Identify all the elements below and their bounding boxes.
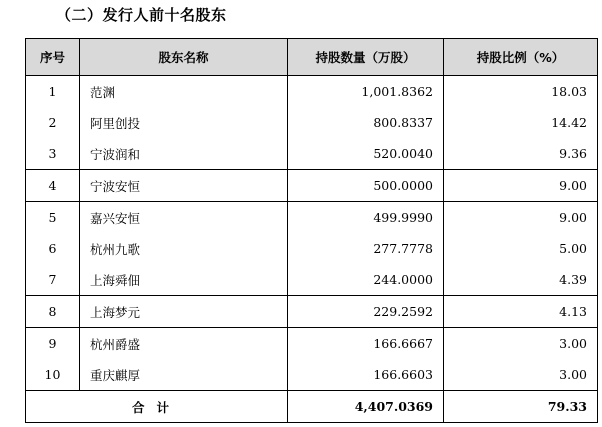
share-count: 800.8337 xyxy=(288,107,444,138)
row-number: 6 xyxy=(26,233,80,264)
share-ratio: 4.39 xyxy=(444,264,598,296)
top-ten-shareholders-table xyxy=(25,38,598,423)
table-row xyxy=(26,202,598,234)
share-ratio: 9.00 xyxy=(444,170,598,202)
share-ratio: 5.00 xyxy=(444,233,598,264)
share-count: 244.0000 xyxy=(288,264,444,296)
shareholder-name: 宁波润和 xyxy=(80,138,288,170)
header-shares: 持股数量（万股） xyxy=(288,39,444,76)
share-ratio: 9.00 xyxy=(444,202,598,234)
table-row xyxy=(26,328,598,360)
table-row xyxy=(26,264,598,296)
table-row xyxy=(26,170,598,202)
share-count: 1,001.8362 xyxy=(288,76,444,108)
row-number: 9 xyxy=(26,328,80,360)
row-number: 8 xyxy=(26,296,80,328)
row-number: 2 xyxy=(26,107,80,138)
share-count: 520.0040 xyxy=(288,138,444,170)
share-count: 166.6603 xyxy=(288,359,444,391)
row-number: 7 xyxy=(26,264,80,296)
table-row xyxy=(26,76,598,108)
row-number: 1 xyxy=(26,76,80,108)
row-number: 5 xyxy=(26,202,80,234)
total-row xyxy=(26,391,598,423)
total-label: 合计 xyxy=(26,391,288,423)
table-row xyxy=(26,138,598,170)
shareholder-name: 上海舜佃 xyxy=(80,264,288,296)
table-row xyxy=(26,359,598,391)
shareholder-name: 上海梦元 xyxy=(80,296,288,328)
share-ratio: 3.00 xyxy=(444,328,598,360)
shareholder-name: 杭州爵盛 xyxy=(80,328,288,360)
shareholder-name: 阿里创投 xyxy=(80,107,288,138)
share-count: 277.7778 xyxy=(288,233,444,264)
row-number: 10 xyxy=(26,359,80,391)
share-ratio: 9.36 xyxy=(444,138,598,170)
shareholder-name: 宁波安恒 xyxy=(80,170,288,202)
share-ratio: 4.13 xyxy=(444,296,598,328)
share-count: 166.6667 xyxy=(288,328,444,360)
table-row xyxy=(26,296,598,328)
share-ratio: 14.42 xyxy=(444,107,598,138)
shareholder-name: 重庆麒厚 xyxy=(80,359,288,391)
share-count: 229.2592 xyxy=(288,296,444,328)
table-row xyxy=(26,107,598,138)
share-count: 499.9990 xyxy=(288,202,444,234)
header-seq: 序号 xyxy=(26,39,80,76)
total-ratio: 79.33 xyxy=(444,391,598,423)
table-row xyxy=(26,233,598,264)
table-header-row xyxy=(26,39,598,76)
shareholder-name: 范渊 xyxy=(80,76,288,108)
shareholder-name: 嘉兴安恒 xyxy=(80,202,288,234)
header-ratio: 持股比例（%） xyxy=(444,39,598,76)
share-ratio: 18.03 xyxy=(444,76,598,108)
header-shareholder-name: 股东名称 xyxy=(80,39,288,76)
share-ratio: 3.00 xyxy=(444,359,598,391)
section-title: （二）发行人前十名股东 xyxy=(56,6,227,24)
row-number: 3 xyxy=(26,138,80,170)
total-shares: 4,407.0369 xyxy=(288,391,444,423)
share-count: 500.0000 xyxy=(288,170,444,202)
shareholder-name: 杭州九歌 xyxy=(80,233,288,264)
row-number: 4 xyxy=(26,170,80,202)
